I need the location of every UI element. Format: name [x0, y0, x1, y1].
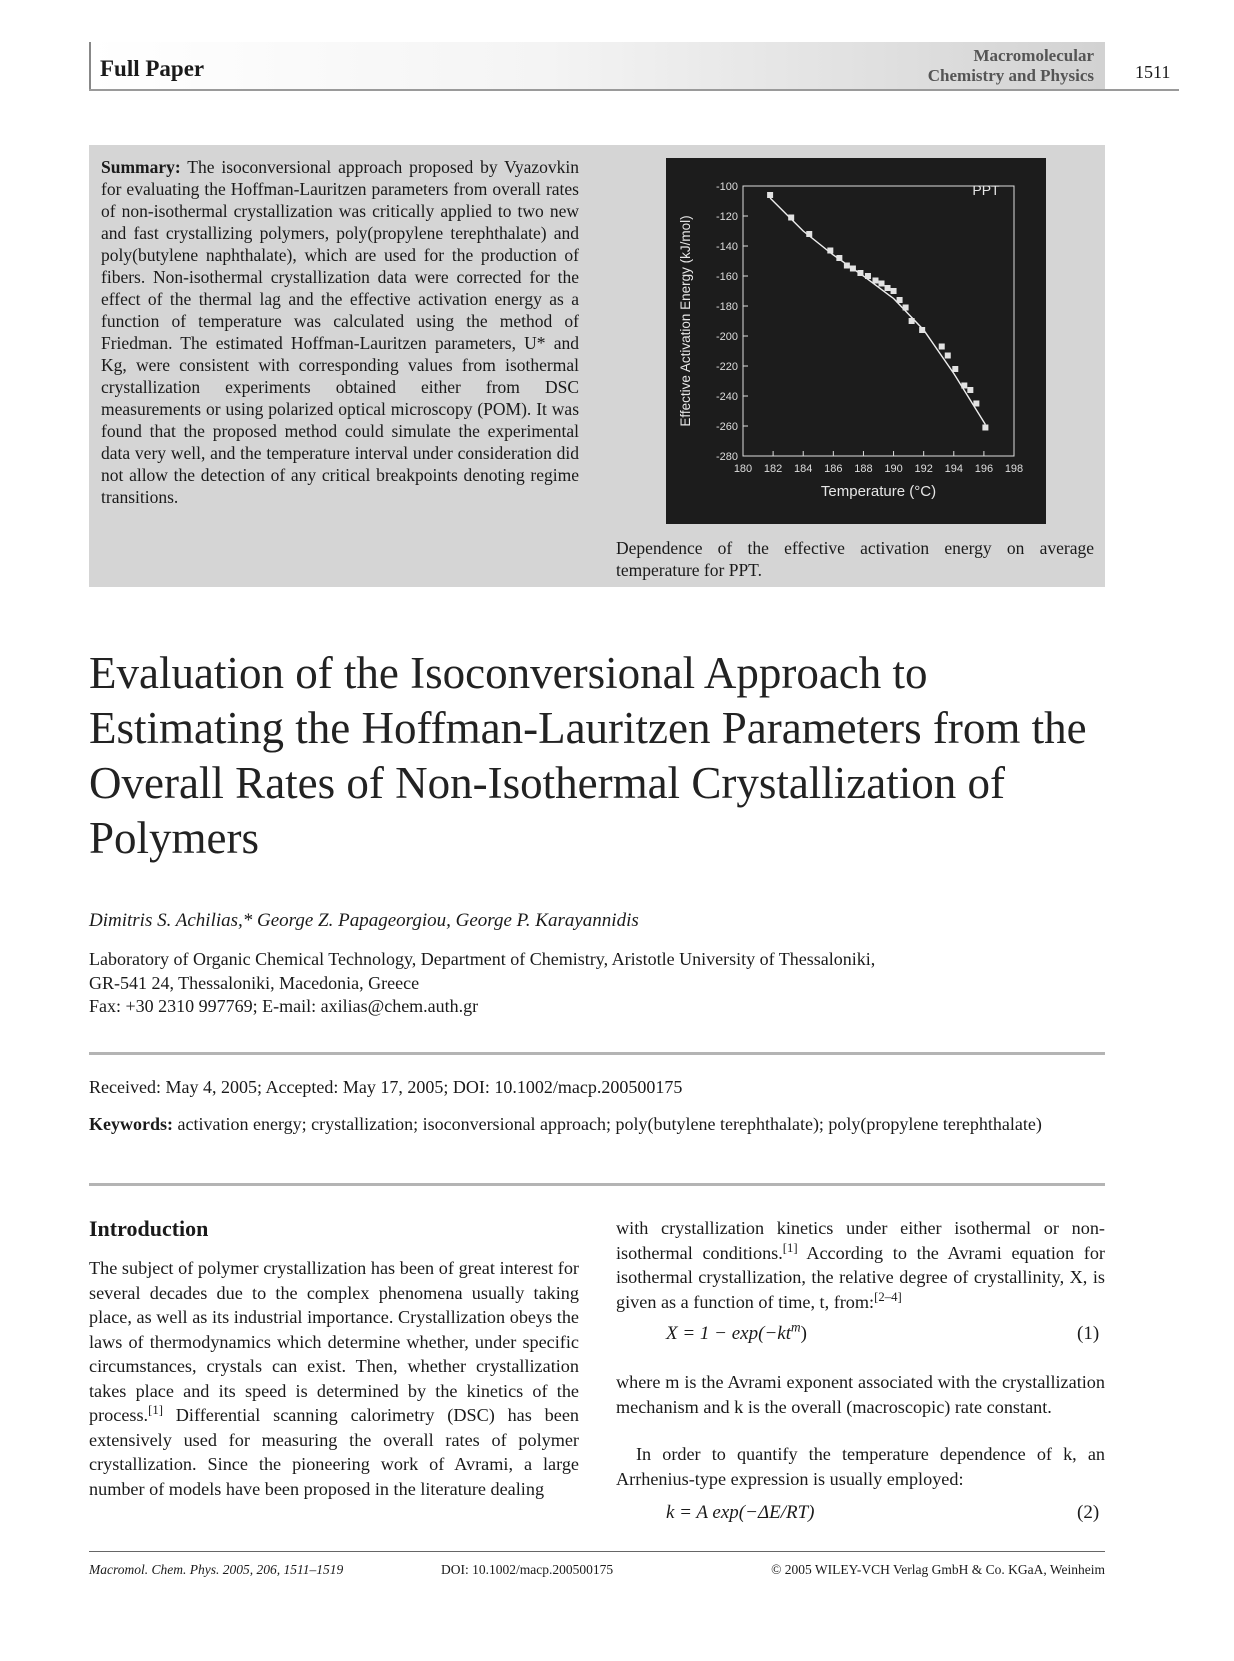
data-point: [836, 255, 842, 261]
equation-1: [666, 1319, 807, 1345]
citation-ref-3: [2–4]: [874, 1289, 902, 1304]
intro-p2-a: with crystallization kinetics under either isothermal or non-isothermal conditions.: [616, 1218, 1105, 1263]
data-point: [897, 297, 903, 303]
data-point: [788, 215, 794, 221]
data-point: [885, 285, 891, 291]
data-point: [982, 425, 988, 431]
affiliation-line3: Fax: +30 2310 997769; E-mail: axilias@chem.auth.gr: [89, 996, 479, 1016]
y-tick-label: -200: [715, 331, 738, 343]
equation-1-body: X = 1 − exp(−kt: [666, 1323, 791, 1344]
x-tick-label: 184: [794, 463, 813, 475]
footer-doi: DOI: 10.1002/macp.200500175: [441, 1562, 614, 1577]
y-tick-label: -140: [715, 241, 738, 253]
data-point: [767, 192, 773, 198]
affiliation-line1: Laboratory of Organic Chemical Technology, Department of Chemistry, Aristotle University of Thessaloniki,: [89, 949, 876, 969]
summary-body: The isoconversional approach proposed by Vyazovkin for evaluating the Hoffman-Lauritzen parameters from overall rates of non-isothermal crystallization was critically applied to two new and fast crystallizing polymers, poly(propylene terephthalate) and poly(butylene naphthalate), which are used for the production of fibers. Non-isothermal crystallization data were corrected for the effect of the thermal lag and the effective activation energy as a function of temperature was calculated using the method of Friedman. The estimated Hoffman-Lauritzen parameters, U* and Kg, were consistent with corresponding values from isothermal crystallization experiments obtained either from DSC measurements or using polarized optical microscopy (POM). It was found that the proposed method could simulate the experimental data very well, and the temperature interval under consideration did not allow the detection of any critical breakpoints denoting regime transitions.: [101, 157, 580, 507]
equation-2-body: k = A exp(−ΔE/RT): [666, 1502, 815, 1523]
intro-p1-b: Differential scanning calorimetry (DSC) has been extensively used for measuring the overall rates of polymer crystallization. Since the pioneering work of Avrami, a large number of models have been proposed in the literature dealing: [89, 1405, 579, 1499]
data-point: [945, 353, 951, 359]
equation-1-number: (1): [1077, 1323, 1100, 1344]
data-point: [872, 278, 878, 284]
intro-p2-b: According to the Avrami equation for isothermal crystallization, the relative degree of crystallinity, X, is given as a function of time, t, from:: [616, 1242, 1105, 1312]
equation-2-number: (2): [1077, 1502, 1100, 1523]
x-tick-label: 180: [733, 463, 753, 475]
intro-paragraph-4: In order to quantify the temperature dependence of k, an Arrhenius-type expression is usually employed:: [616, 1444, 1105, 1489]
data-point: [879, 281, 885, 287]
data-point: [973, 401, 979, 407]
affiliation-line2: GR-541 24, Thessaloniki, Macedonia, Greece: [89, 972, 420, 993]
data-point: [865, 273, 871, 279]
affiliation: [89, 948, 1139, 1019]
received-dates: Received: May 4, 2005; Accepted: May 17, 2005; DOI: 10.1002/macp.200500175: [89, 1077, 683, 1097]
footer-citation: Macromol. Chem. Phys. 2005, 206, 1511–1519: [89, 1562, 344, 1577]
keywords-label: Keywords:: [89, 1114, 173, 1134]
journal-name: [928, 46, 1094, 86]
data-point: [891, 288, 897, 294]
equation-2: [666, 1502, 814, 1524]
equation-1-close: ): [800, 1323, 807, 1344]
intro-heading: Introduction: [89, 1216, 209, 1241]
y-tick-label: -280: [715, 451, 738, 463]
activation-energy-chart: [666, 158, 1046, 524]
data-point: [919, 327, 925, 333]
equation-1-exponent: m: [790, 1319, 801, 1335]
y-tick-label: -160: [715, 271, 738, 283]
intro-paragraph-3: where m is the Avrami exponent associated with the crystallization mechanism and k is the overall (macroscopic) rate constant.: [616, 1372, 1105, 1417]
x-tick-label: 188: [854, 463, 873, 475]
keywords: [89, 1113, 1105, 1137]
y-tick-label: -240: [715, 391, 738, 403]
citation-ref-1: [1]: [148, 1402, 163, 1417]
authors: Dimitris S. Achilias,* George Z. Papageorgiou, George P. Karayannidis: [89, 910, 639, 931]
section-label: Full Paper: [100, 56, 205, 81]
plot-frame: [743, 186, 1014, 456]
summary-text: [101, 156, 579, 508]
page-number: 1511: [1135, 62, 1171, 82]
paper-title: Evaluation of the Isoconversional Approach to Estimating the Hoffman-Lauritzen Parameters from the Overall Rates of Non-Isothermal Crystallization of Polymers: [89, 648, 1087, 863]
summary-figure: [666, 158, 1046, 524]
footer-copyright: © 2005 WILEY-VCH Verlag GmbH & Co. KGaA, Weinheim: [771, 1562, 1105, 1577]
footer-rule: [89, 1551, 1105, 1552]
x-tick-label: 182: [763, 463, 783, 475]
y-tick-label: -180: [715, 301, 738, 313]
journal-name-line1: Macromolecular: [973, 46, 1094, 65]
data-point: [844, 263, 850, 269]
y-tick-label: -260: [715, 421, 738, 433]
chart-title: PPT: [972, 182, 1000, 198]
y-tick-label: -220: [715, 361, 738, 373]
citation-ref-2: [1]: [782, 1240, 798, 1255]
data-point: [857, 270, 863, 276]
divider-top: [89, 1052, 1105, 1055]
y-tick-label: -120: [715, 211, 738, 223]
y-tick-label: -100: [715, 181, 738, 193]
data-point: [909, 318, 915, 324]
x-tick-label: 194: [944, 463, 963, 475]
intro-p1-a: The subject of polymer crystallization has been of great interest for several decades due to the complex phenomena usually taking place, as well as its industrial importance. Crystallization obeys the laws of thermodynamics which determine whether, under specific circumstances, crystals can exist. Then, whether crystallization takes place and its speed is determined by the kinetics of the process.: [89, 1258, 579, 1425]
intro-paragraph-2: [616, 1216, 1105, 1314]
data-point: [806, 231, 812, 237]
x-tick-label: 198: [1004, 463, 1024, 475]
data-point: [903, 305, 909, 311]
figure-caption: Dependence of the effective activation energy on average temperature for PPT.: [616, 538, 1094, 580]
data-point: [952, 366, 958, 372]
header-left-rule: [89, 42, 91, 91]
x-axis-label: Temperature (°C): [820, 483, 937, 500]
data-point: [967, 387, 973, 393]
data-point: [961, 383, 967, 389]
intro-paragraph-1: [89, 1256, 579, 1501]
y-axis-label: Effective Activation Energy (kJ/mol): [678, 215, 693, 427]
x-tick-label: 190: [884, 463, 903, 475]
data-point: [939, 344, 945, 350]
x-tick-label: 196: [974, 463, 994, 475]
journal-name-line2: Chemistry and Physics: [927, 66, 1094, 85]
keywords-text: activation energy; crystallization; isoconversional approach; poly(butylene terephthalate); poly(propylene terephthalate): [177, 1114, 1042, 1134]
x-tick-label: 192: [914, 463, 933, 475]
x-tick-label: 186: [824, 463, 843, 475]
header-bottom-rule: [89, 89, 1179, 91]
divider-bottom: [89, 1183, 1105, 1186]
data-point: [827, 248, 833, 254]
data-point: [850, 266, 856, 272]
fit-line: [770, 198, 985, 425]
summary-label: Summary:: [101, 157, 181, 177]
